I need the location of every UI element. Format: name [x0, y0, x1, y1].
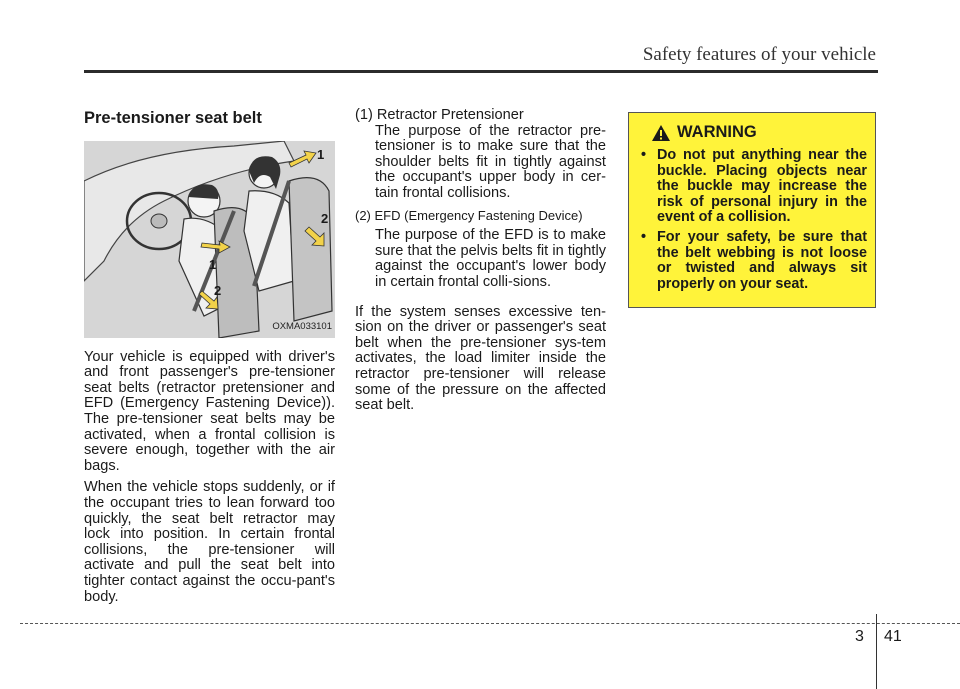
- paragraph-2: When the vehicle stops suddenly, or if the occupant tries to lean forward too quickly, the seat belt retractor may lock into position. In certain frontal collisions, the pre-tensioner will activate and pull the seat belt into tighter contact against the occu-pant's body.: [84, 479, 335, 605]
- item-1-heading: (1) Retractor Pretensioner: [355, 107, 524, 123]
- footer-divider: [876, 614, 877, 689]
- item-1-body: The purpose of the retractor pre-tensioner is to make sure that the shoulder belts fit in tightly against the occupant's upper body in cer-tain frontal collisions.: [375, 122, 606, 201]
- footer-rule: [20, 623, 960, 624]
- chapter-number: 3: [855, 628, 864, 645]
- item-2-body: The purpose of the EFD is to make sure that the pelvis belts fit in tightly against the occupant's lower body in certain frontal colli-sions.: [375, 227, 606, 290]
- warning-list: [641, 148, 867, 292]
- warning-triangle-icon: [651, 124, 671, 142]
- header-title: Safety features of your vehicle: [642, 44, 876, 65]
- seat-belt-illustration: [84, 141, 335, 338]
- page-number: 41: [884, 628, 902, 645]
- figure-label-1-top: 1: [317, 146, 325, 162]
- figure-code: OXMA033101: [272, 321, 332, 332]
- warning-item: • Do not put anything near the buckle. Placing objects near the buckle may increase the risk of personal injury in the event of a collision.: [641, 148, 867, 226]
- section-title: Pre-tensioner seat belt: [84, 109, 262, 127]
- warning-title: WARNING: [677, 123, 757, 141]
- item-2-heading: (2) EFD (Emergency Fastening Device): [355, 207, 583, 223]
- figure-label-2-right: 2: [321, 210, 329, 226]
- figure-label-1-mid: 1: [209, 256, 217, 272]
- header-rule: [84, 70, 878, 73]
- warning-box: [628, 112, 876, 308]
- paragraph-1: Your vehicle is equipped with driver's and front passenger's pre-tensioner seat belts (retractor pretensioner and EFD (Emergency Fastening Device)). The pre-tensioner seat belts may be activated, when a frontal collision is severe enough, together with the air bags.: [84, 348, 335, 474]
- warning-heading: [651, 123, 867, 142]
- left-column: [84, 108, 335, 605]
- illustration-svg: [84, 141, 335, 338]
- warning-item: • For your safety, be sure that the belt webbing is not loose or twisted and always sit properly on your seat.: [641, 230, 867, 292]
- figure-label-2-bottom: 2: [214, 282, 222, 298]
- paragraph-3: If the system senses excessive ten-sion on the driver or passenger's seat belt when the pre-tensioner sys-tem activates, the load limiter inside the retractor pre-tensioner will release some of the pressure on the affected seat belt.: [355, 303, 606, 414]
- middle-column: [355, 108, 606, 414]
